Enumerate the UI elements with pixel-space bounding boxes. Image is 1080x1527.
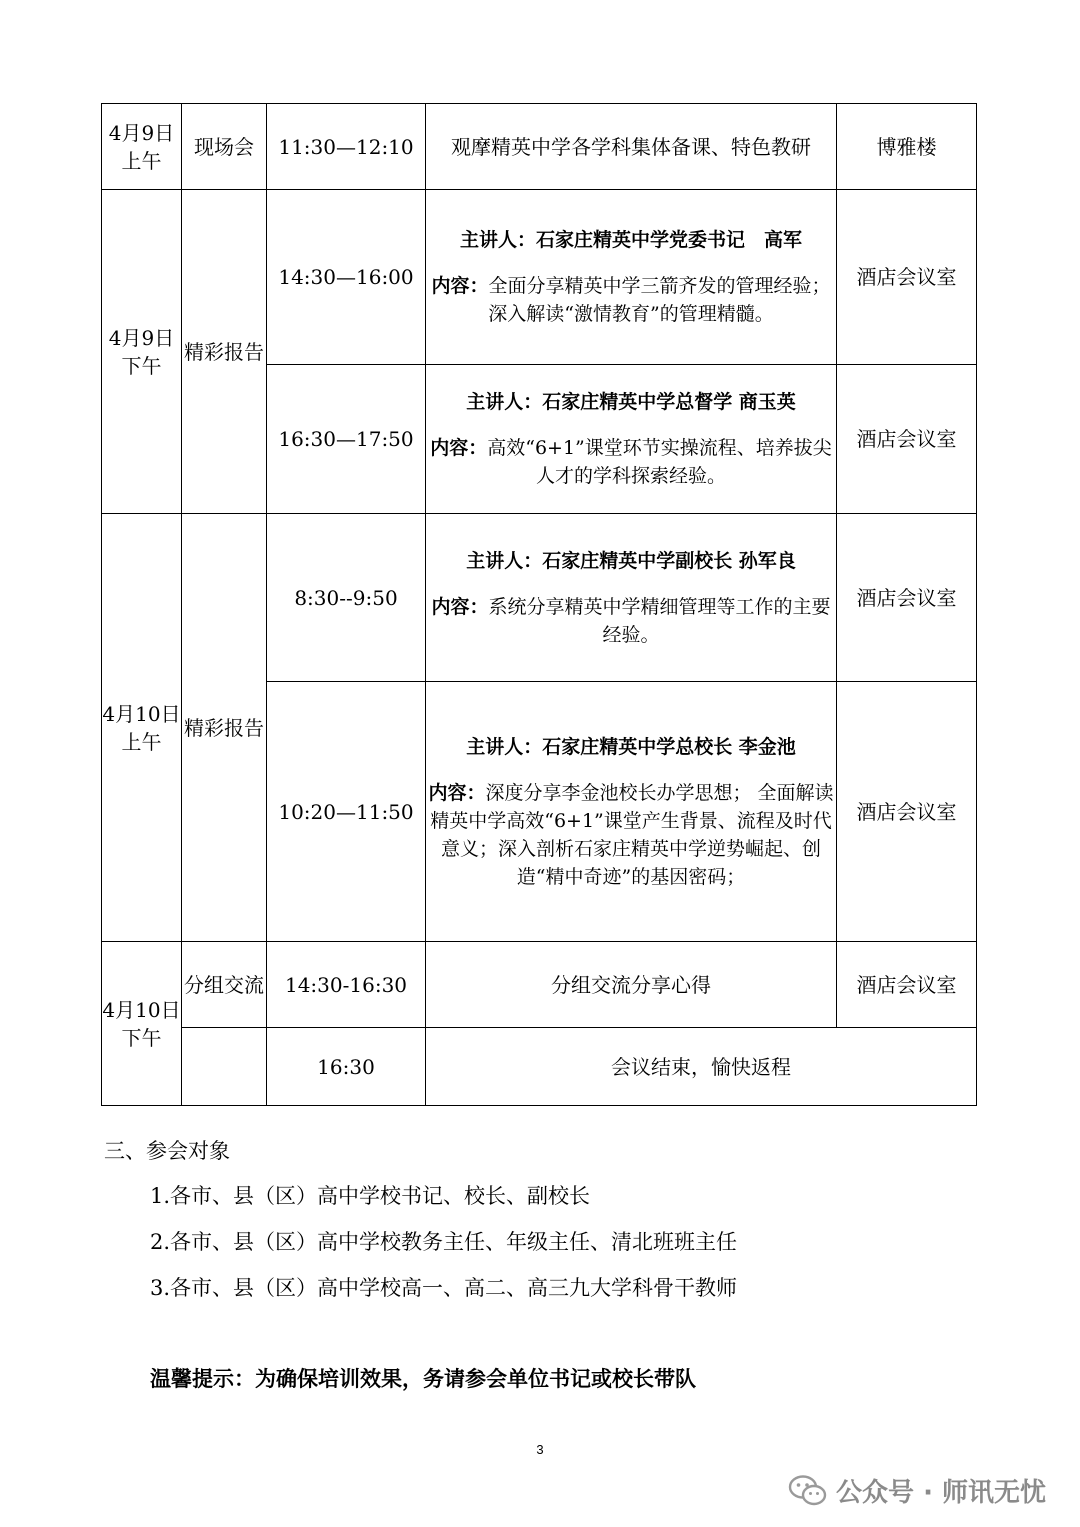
- content-cell: 分组交流分享心得: [426, 942, 837, 1028]
- list-item: 1.各市、县（区）高中学校书记、校长、副校长: [150, 1184, 591, 1208]
- type-cell: 分组交流: [182, 942, 267, 1028]
- location-cell: 酒店会议室: [837, 365, 977, 514]
- content-cell: 观摩精英中学各学科集体备课、特色教研: [426, 104, 837, 190]
- content-label: 内容：: [431, 275, 489, 297]
- table-row: [102, 1028, 977, 1106]
- type-cell: 精彩报告: [182, 514, 267, 942]
- list-item: 3.各市、县（区）高中学校高一、高二、高三九大学科骨干教师: [150, 1276, 738, 1300]
- location-cell: 酒店会议室: [837, 942, 977, 1028]
- schedule-table: [101, 103, 977, 1106]
- type-cell: [182, 1028, 267, 1106]
- content-body: 系统分享精英中学精细管理等工作的主要经验。: [488, 595, 831, 646]
- location-cell: 酒店会议室: [837, 514, 977, 682]
- speaker-line: 主讲人：石家庄精英中学总校长 李金池: [466, 735, 796, 758]
- time-cell: 16:30: [267, 1028, 426, 1106]
- time-cell: 14:30—16:00: [267, 190, 426, 365]
- content-label: 内容：: [431, 595, 489, 618]
- watermark-text: 公众号 · 师讯无忧: [836, 1478, 1046, 1508]
- date-cell: 4月9日下午: [102, 190, 182, 514]
- type-cell: 精彩报告: [182, 190, 267, 514]
- date-cell: 4月9日上午: [102, 104, 182, 190]
- type-cell: 现场会: [182, 104, 267, 190]
- table-row: [102, 942, 977, 1028]
- content-body: 全面分享精英中学三箭齐发的管理经验；深入解读“激情教育”的管理精髓。: [488, 275, 831, 325]
- speaker-line: 主讲人：石家庄精英中学总督学 商玉英: [466, 391, 796, 413]
- speaker-line: 主讲人：石家庄精英中学党委书记 高军: [459, 229, 802, 251]
- time-cell: 11:30—12:10: [267, 104, 426, 190]
- content-cell: [426, 682, 837, 942]
- watermark: [788, 1472, 1046, 1509]
- date-cell: 4月10日上午: [102, 514, 182, 942]
- wechat-icon: [788, 1474, 828, 1508]
- content-text: [426, 272, 836, 328]
- time-cell: 8:30--9:50: [267, 514, 426, 682]
- table-row: [102, 514, 977, 682]
- content-cell: [426, 365, 837, 514]
- date-cell: 4月10日下午: [102, 942, 182, 1106]
- content-label: 内容：: [430, 437, 488, 459]
- content-body: 高效“6+1”课堂环节实操流程、培养拔尖人才的学科探索经验。: [487, 437, 832, 487]
- location-cell: 酒店会议室: [837, 190, 977, 365]
- content-cell: [426, 514, 837, 682]
- content-text: [426, 434, 836, 490]
- time-cell: 14:30-16:30: [267, 942, 426, 1028]
- notice-text: 温馨提示：为确保培训效果，务请参会单位书记或校长带队: [150, 1367, 696, 1391]
- content-cell: [426, 190, 837, 365]
- location-cell: 酒店会议室: [837, 682, 977, 942]
- content-body: 深度分享李金池校长办学思想； 全面解读精英中学高效“6+1”课堂产生背景、流程及时代意义；深入剖析石家庄精英中学逆势崛起、创造“精中奇迹”的基因密码；: [430, 781, 834, 888]
- list-item: 2.各市、县（区）高中学校教务主任、年级主任、清北班班主任: [150, 1230, 738, 1254]
- speaker-line: 主讲人：石家庄精英中学副校长 孙军良: [466, 549, 796, 572]
- table-row: [102, 190, 977, 365]
- content-cell: 会议结束，愉快返程: [426, 1028, 977, 1106]
- content-text: [426, 779, 836, 891]
- page-number: 3: [536, 1442, 544, 1457]
- time-cell: 10:20—11:50: [267, 682, 426, 942]
- location-cell: 博雅楼: [837, 104, 977, 190]
- table-row: [102, 104, 977, 190]
- time-cell: 16:30—17:50: [267, 365, 426, 514]
- content-label: 内容：: [428, 781, 486, 804]
- content-text: [426, 593, 836, 649]
- section-heading: 三、参会对象: [104, 1139, 230, 1163]
